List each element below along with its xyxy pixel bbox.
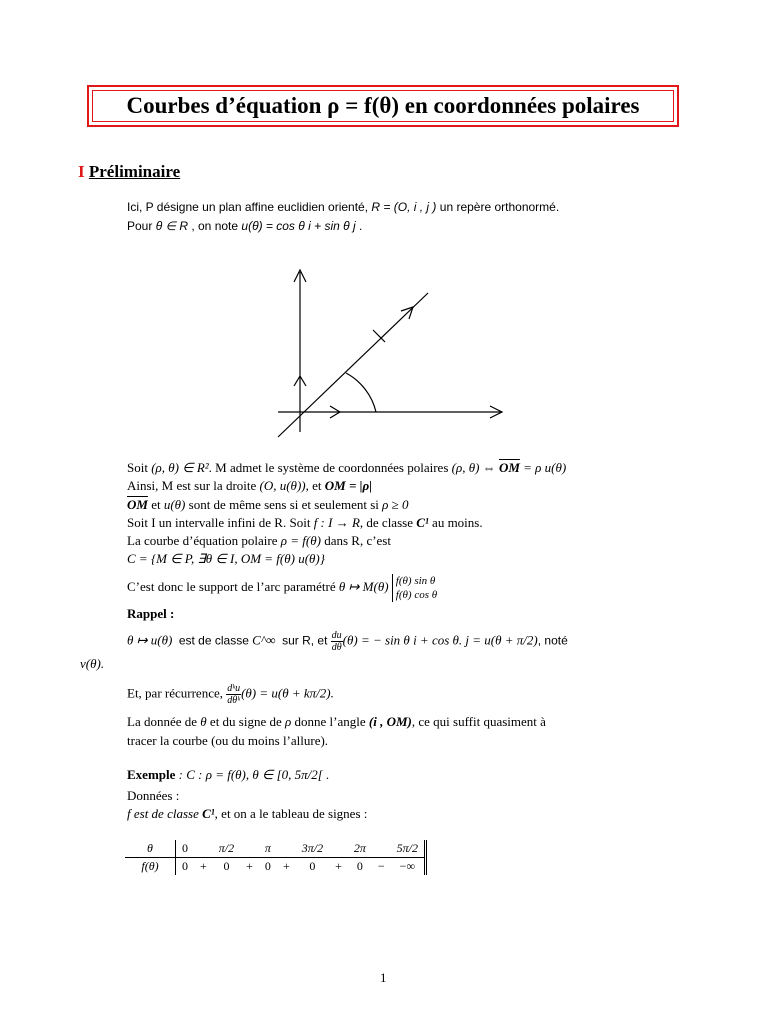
math-map: θ ↦ M(θ) [338, 578, 389, 594]
title-frame [87, 85, 679, 127]
text: , ce qui suffit quasiment à [411, 714, 546, 729]
table-cell: f(θ) [125, 858, 176, 876]
intro-text: , on note [191, 219, 239, 233]
kth-derivative-fraction [226, 683, 241, 706]
text: , et on a le tableau de signes : [214, 806, 368, 821]
math-c-inf: C^∞ [252, 632, 276, 648]
table-cell [240, 840, 259, 858]
text: , et [305, 478, 322, 493]
math-line: (O, u(θ)) [259, 478, 306, 493]
section-heading [78, 162, 180, 182]
table-cell: θ [125, 840, 176, 858]
donnees-label: Données : [127, 788, 180, 803]
section-label: Préliminaire [88, 162, 181, 181]
table-cell: π/2 [213, 840, 240, 858]
math-om-vector: $\overline{OM}$ [498, 460, 520, 475]
table-cell: + [282, 859, 290, 873]
table-cell: 0 [264, 859, 271, 873]
exemple-line [127, 767, 329, 783]
math-equiv: (ρ, θ) ⇔ [451, 460, 496, 475]
table-cell: 0 [176, 840, 195, 858]
courbe-line [127, 533, 391, 549]
math-om-abs: OM = |ρ| [324, 478, 373, 493]
text: C’est donc le support de l’arc paramétré [127, 578, 336, 594]
table-cell: + [200, 859, 207, 873]
table-cell: 0 [182, 859, 188, 873]
fraction-numerator: du [331, 630, 342, 641]
table-cell: −∞ [391, 858, 426, 876]
math-rho-theta: (ρ, θ) ∈ R² [151, 460, 209, 475]
math-derivative: (θ) = − sin θ i + cos θ. j = u(θ + π/2) [342, 632, 538, 648]
classe-line [127, 806, 367, 822]
table-cell: 0 [309, 859, 316, 873]
sens-line [127, 497, 409, 513]
sign-table [125, 840, 427, 875]
fraction-numerator: dᵏu [227, 683, 241, 694]
math-rho: ρ [285, 714, 292, 729]
math-f: f : I → R [313, 515, 360, 530]
table-cell: 2π [348, 840, 372, 858]
set-definition: C = {M ∈ P, ∃θ ∈ I, OM = f(θ) u(θ)} [127, 551, 325, 566]
exemple-definition: : C : ρ = f(θ), θ ∈ [0, 5π/2[ . [178, 767, 330, 782]
soit-line [127, 460, 566, 476]
math-map-u: θ ↦ u(θ) [127, 632, 173, 648]
text: est de classe [178, 633, 249, 648]
table-cell: 3π/2 [296, 840, 329, 858]
page-number: 1 [380, 970, 387, 985]
intro-text: Pour [127, 219, 153, 233]
polar-diagram [270, 262, 510, 442]
text: sont de même sens si et seulement si [188, 497, 379, 512]
intro-line-2 [127, 219, 362, 233]
math-u-def: u(θ) = cos θ i + sin θ j [241, 219, 356, 233]
text: f est de classe [127, 806, 199, 821]
intro-text: . [358, 219, 363, 233]
math-rho-positive: ρ ≥ 0 [382, 497, 409, 512]
math-kth-derivative: (θ) = u(θ + kπ/2). [241, 685, 334, 701]
angle-arc [346, 373, 376, 412]
table-cell [329, 840, 348, 858]
rappel-line-1 [127, 630, 568, 653]
math-c1: C¹ [202, 806, 215, 821]
text: donne l’angle [294, 714, 366, 729]
text: , noté [537, 633, 568, 648]
table-cell: − [377, 859, 385, 873]
exemple-label: Exemple [127, 767, 176, 782]
math-frame: R = (O, i , j ) [371, 200, 437, 214]
math-u-theta: u(θ) [163, 497, 186, 512]
text: dans R, c’est [324, 533, 391, 548]
param-system [392, 574, 437, 602]
math-c1: C¹ [416, 515, 429, 530]
param-x: f(θ) sin θ [395, 575, 436, 587]
intro-text: Ici, P désigne un plan affine euclidien orienté, [127, 200, 369, 214]
ainsi-line [127, 478, 372, 494]
donnee-line [127, 714, 546, 730]
table-cell: 0 [223, 859, 230, 873]
math-rho-u: = ρ u(θ) [523, 460, 567, 475]
text: La donnée de [127, 714, 198, 729]
rappel-label: Rappel : [127, 606, 175, 621]
support-line [127, 574, 437, 602]
text: Ainsi, M est sur la droite [127, 478, 257, 493]
text: et [151, 497, 161, 512]
text: . M admet le système de coordonnées polaires [208, 460, 449, 475]
text: La courbe d’équation polaire [127, 533, 278, 548]
fraction-denominator: dθᵏ [227, 695, 241, 706]
table-cell [372, 840, 391, 858]
table-row-f [125, 858, 426, 876]
text: Et, par récurrence, [127, 685, 223, 701]
v-theta: v(θ). [80, 656, 105, 671]
table-row-theta [125, 840, 426, 858]
text: Soit [127, 460, 148, 475]
donnee-line-2: tracer la courbe (ou du moins l’allure). [127, 733, 329, 748]
recurrence-line [127, 683, 334, 706]
table-cell [194, 840, 213, 858]
param-y: f(θ) cos θ [395, 589, 438, 601]
derivative-fraction [331, 630, 343, 653]
intro-line-1 [127, 200, 559, 214]
interval-line [127, 515, 483, 531]
page-title: Courbes d’équation ρ = f(θ) en coordonnées polaires [92, 90, 674, 122]
table-cell: 5π/2 [391, 840, 426, 858]
intro-text: un repère orthonormé. [439, 200, 560, 214]
table-cell: + [335, 859, 342, 873]
text: , de classe [359, 515, 413, 530]
math-theta: θ [200, 714, 207, 729]
fraction-denominator: dθ [331, 642, 342, 653]
math-om-vector: $\overline{OM}$ [127, 497, 148, 512]
table-cell [277, 840, 296, 858]
table-cell: + [246, 859, 253, 873]
section-number: I [78, 162, 85, 181]
text: au moins. [432, 515, 483, 530]
math-angle: (i , OM) [368, 714, 412, 729]
math-theta: θ ∈ R [155, 219, 188, 233]
text: Soit I un intervalle infini de R. Soit [127, 515, 311, 530]
math-rho-f: ρ = f(θ) [280, 533, 321, 548]
text: et du signe de [209, 714, 282, 729]
table-cell: 0 [356, 859, 363, 873]
text: sur R, et [282, 633, 328, 648]
table-cell: π [259, 840, 277, 858]
